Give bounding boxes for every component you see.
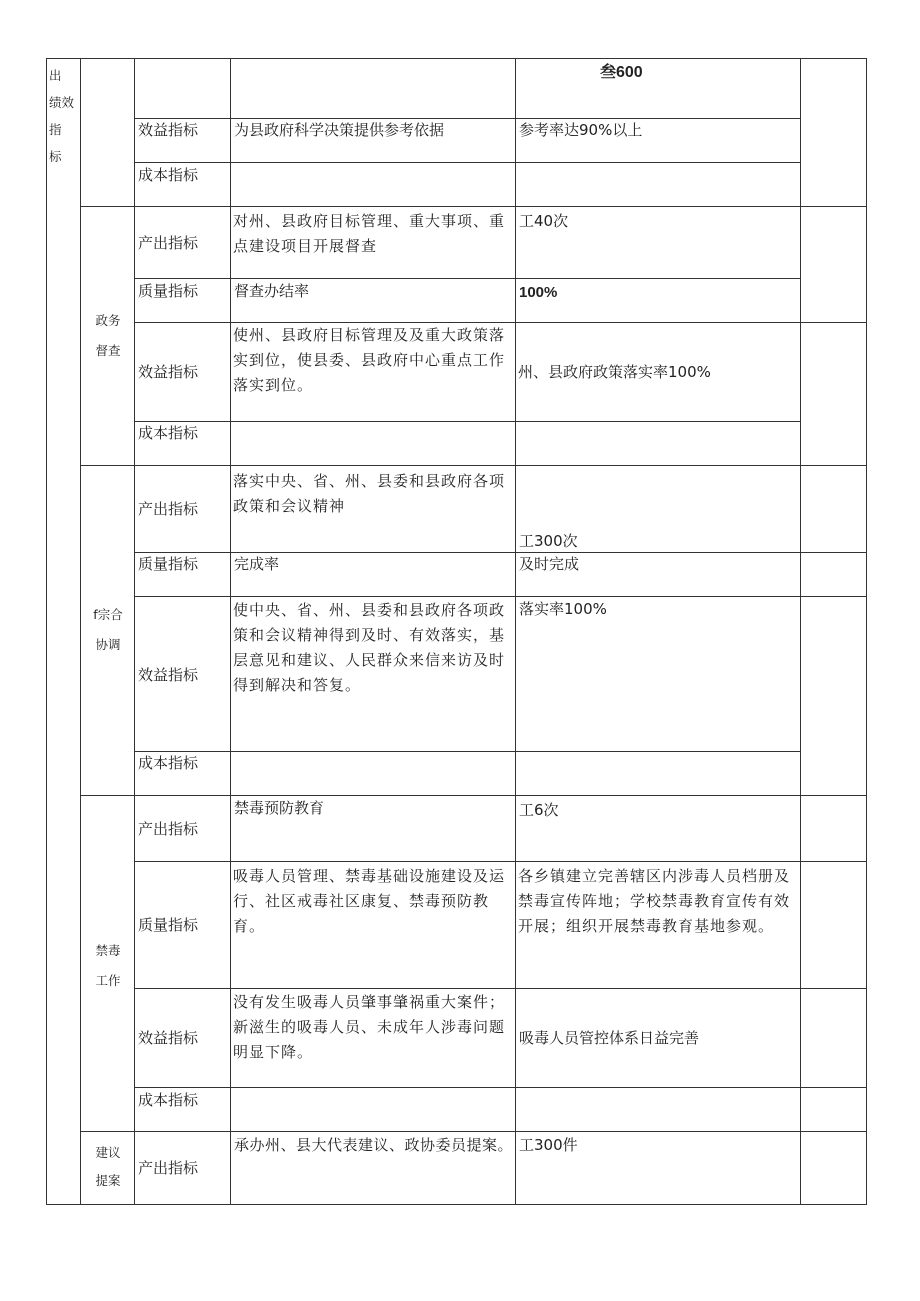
table-divider	[800, 58, 801, 1204]
table-divider	[80, 58, 81, 1204]
outer-label-line: 指	[49, 122, 62, 137]
table-border-top	[46, 58, 867, 59]
content-cell: 督查办结率	[234, 282, 310, 300]
content-cell: 使州、县政府目标管理及及重大政策落实到位，使县委、县政府中心重点工作落实到位。	[233, 326, 506, 394]
indicator-cell: 成本指标	[138, 166, 199, 184]
indicator-cell: 质量指标	[138, 916, 199, 934]
content-cell: 禁毒预防教育	[234, 799, 325, 817]
group-label-line: f宗合	[93, 607, 123, 622]
indicator-cell: 质量指标	[138, 555, 199, 573]
target-cell: 州、县政府政策落实率100%	[518, 363, 711, 381]
target-cell: 各乡镇建立完善辖区内涉毒人员档册及禁毒宣传阵地；学校禁毒教育宣传有效开展；组织开展禁毒教育基地参观。	[518, 867, 791, 935]
group-label-line: 建议	[95, 1145, 121, 1160]
content-cell: 没有发生吸毒人员肇事肇祸重大案件；新滋生的吸毒人员、未成年人涉毒问题明显下降。	[233, 993, 506, 1061]
table-divider	[134, 58, 135, 1204]
indicator-cell: 成本指标	[138, 424, 199, 442]
indicator-cell: 质量指标	[138, 282, 199, 300]
group-separator	[80, 795, 867, 796]
target-cell: 工6次	[519, 801, 559, 819]
row-separator	[134, 988, 867, 989]
group-separator	[80, 1131, 867, 1132]
content-cell: 完成率	[234, 555, 280, 573]
group-label-line: 督查	[95, 343, 121, 358]
indicator-cell: 产出指标	[138, 234, 199, 252]
content-cell: 落实中央、省、州、县委和县政府各项政策和会议精神	[233, 472, 506, 515]
row-separator	[134, 751, 801, 752]
content-cell: 使中央、省、州、县委和县政府各项政策和会议精神得到及时、有效落实，基层意见和建议、人民群众来信来访及时得到解决和答复。	[233, 601, 506, 694]
table-border-left	[46, 58, 47, 1204]
indicator-cell: 成本指标	[138, 754, 199, 772]
content-cell: 对州、县政府目标管理、重大事项、重点建设项目开展督查	[233, 212, 506, 255]
indicator-cell: 产出指标	[138, 500, 199, 518]
indicator-cell: 成本指标	[138, 1091, 199, 1109]
table-divider	[515, 58, 516, 1204]
indicator-cell: 效益指标	[138, 666, 199, 684]
target-cell: 落实率100%	[519, 600, 607, 618]
outer-label-line: 出	[49, 68, 62, 83]
table-border-bottom	[46, 1204, 867, 1205]
target-cell: 100%	[519, 284, 558, 301]
target-cell: 吸毒人员管控体系日益完善	[519, 1029, 700, 1047]
content-cell: 承办州、县大代表建议、政协委员提案。	[234, 1136, 514, 1154]
table-divider	[230, 58, 231, 1204]
row-separator	[134, 596, 867, 597]
row-separator	[134, 421, 801, 422]
target-cell: 及时完成	[519, 555, 580, 573]
indicator-cell: 产出指标	[138, 1159, 199, 1177]
indicator-cell: 效益指标	[138, 121, 199, 139]
table-border-right	[866, 58, 867, 1204]
target-cell: 叁600	[600, 64, 643, 81]
content-cell: 为县政府科学决策提供参考依据	[234, 121, 445, 139]
indicator-cell: 产出指标	[138, 820, 199, 838]
group-label-line: 提案	[95, 1173, 121, 1188]
row-separator	[134, 162, 801, 163]
outer-label-line: 绩效	[49, 95, 75, 110]
target-cell: 工300件	[519, 1136, 578, 1154]
indicator-cell: 效益指标	[138, 1029, 199, 1047]
group-label-line: 工作	[95, 973, 121, 988]
target-cell: 参考率达90%以上	[519, 121, 643, 139]
row-separator	[134, 861, 867, 862]
row-separator	[134, 278, 801, 279]
group-label-line: 协调	[95, 637, 121, 652]
content-cell: 吸毒人员管理、禁毒基础设施建设及运行、社区戒毒社区康复、禁毒预防教育。	[233, 867, 506, 935]
group-separator	[80, 465, 867, 466]
row-separator	[134, 1087, 867, 1088]
indicator-cell: 效益指标	[138, 363, 199, 381]
outer-label-line: 标	[49, 149, 62, 164]
group-label-line: 政务	[95, 313, 121, 328]
target-cell: 工40次	[519, 212, 569, 230]
group-separator	[80, 206, 867, 207]
group-label-line: 禁毒	[95, 943, 121, 958]
target-cell: 工300次	[519, 532, 578, 550]
